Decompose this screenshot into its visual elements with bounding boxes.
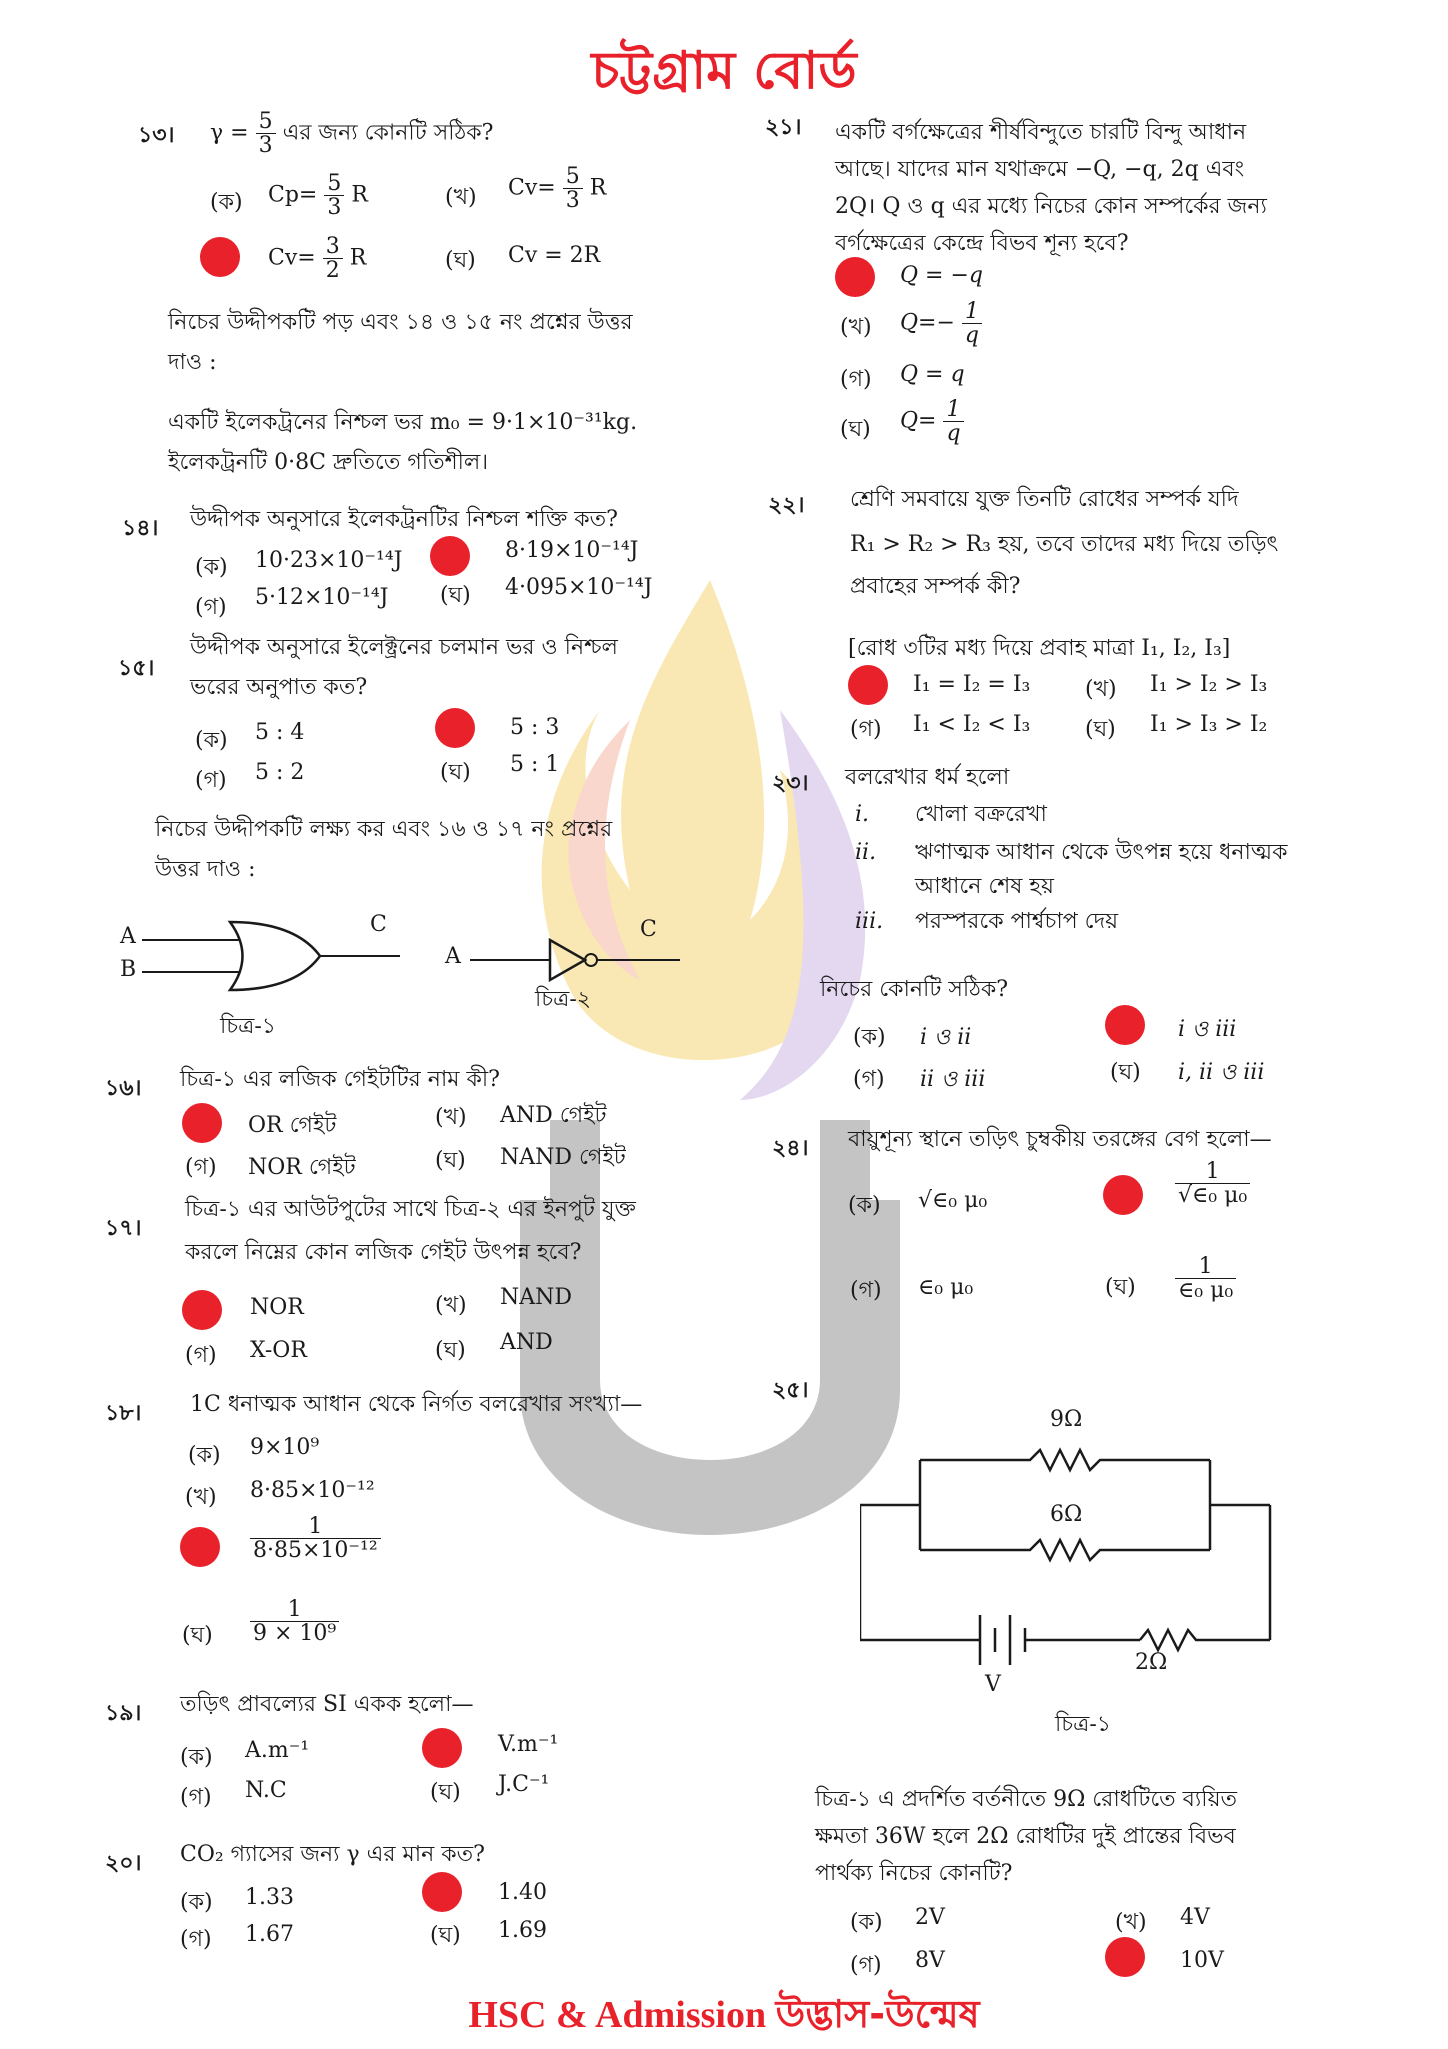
- q17-option-b-label: (খ): [435, 1293, 467, 1318]
- q20-number: ২০।: [105, 1850, 142, 1876]
- q18-option-b-label: (খ): [185, 1485, 217, 1510]
- footer-brand-name: উদ্ভাস-উন্মেষ: [775, 1992, 980, 2036]
- circuit-resistor-6-label: 6Ω: [1050, 1502, 1083, 1527]
- q18-option-d[interactable]: $\frac{1}{\text{9 × 10⁹}}$: [250, 1598, 339, 1645]
- q19-answer-marker: [422, 1728, 462, 1768]
- q13-option-d[interactable]: Cv = 2R: [508, 243, 601, 268]
- q14-option-d[interactable]: 4·095×10⁻¹⁴J: [505, 575, 653, 600]
- q23-option-c[interactable]: ii ও iii: [920, 1067, 986, 1092]
- q18-number: ১৮।: [105, 1400, 142, 1426]
- q18-answer-marker: [180, 1527, 220, 1567]
- q21-number: ২১।: [765, 114, 802, 140]
- q21-line3: 2Q। Q ও q এর মধ্যে নিচের কোন সম্পর্কের জন্য: [835, 194, 1267, 219]
- q14-option-c[interactable]: 5·12×10⁻¹⁴J: [255, 585, 389, 610]
- q16-option-c[interactable]: NOR গেইট: [248, 1155, 356, 1180]
- q16-answer-marker: [182, 1103, 222, 1143]
- q13-number: ১৩।: [138, 122, 175, 148]
- q19-option-a-label: (ক): [180, 1745, 213, 1770]
- q16-option-b-label: (খ): [435, 1105, 467, 1130]
- q25-line1: চিত্র-১ এ প্রদর্শিত বর্তনীতে 9Ω রোধটিতে ব্যয়িত: [815, 1787, 1238, 1812]
- stimulus1-line4: ইলেকট্রনটি 0·8C দ্রুতিতে গতিশীল।: [168, 450, 489, 475]
- q14-answer-marker: [430, 536, 470, 576]
- q15-answer-marker: [435, 708, 475, 748]
- q19-option-c-label: (গ): [180, 1785, 212, 1810]
- q23-item-ii: ঋণাত্মক আধান থেকে উৎপন্ন হয়ে ধনাত্মক: [915, 840, 1288, 865]
- q19-option-a[interactable]: A.m⁻¹: [245, 1738, 310, 1763]
- q25-option-a[interactable]: 2V: [915, 1905, 945, 1930]
- q25-option-d[interactable]: 10V: [1180, 1948, 1224, 1973]
- q16-option-b[interactable]: AND গেইট: [500, 1103, 607, 1128]
- q23-item-i: খোলা বক্ররেখা: [915, 802, 1047, 827]
- q17-line1: চিত্র-১ এর আউটপুটের সাথে চিত্র-২ এর ইনপুট যুক্ত: [185, 1197, 636, 1222]
- q13-option-d-label: (ঘ): [445, 248, 476, 273]
- q16-option-d[interactable]: NAND গেইট: [500, 1145, 626, 1170]
- q22-option-d[interactable]: I₁ > I₃ > I₂: [1150, 712, 1268, 737]
- q18-option-d-label: (ঘ): [182, 1623, 213, 1648]
- q24-option-d-label: (ঘ): [1105, 1275, 1136, 1300]
- q24-answer-marker: [1103, 1175, 1143, 1215]
- circuit-voltage-label: V: [985, 1672, 1001, 1697]
- circuit-resistor-2-label: 2Ω: [1135, 1650, 1168, 1675]
- q18-stem: 1C ধনাত্মক আধান থেকে নির্গত বলরেখার সংখ্যা—: [190, 1392, 643, 1417]
- q13-answer-marker: [200, 237, 240, 277]
- q24-option-a-label: (ক): [848, 1193, 881, 1218]
- or-gate-icon: [230, 922, 320, 990]
- q25-option-c-label: (গ): [850, 1953, 882, 1978]
- q22-answer-marker: [848, 665, 888, 705]
- q15-option-a-label: (ক): [195, 728, 228, 753]
- stimulus1-line2: দাও :: [168, 350, 217, 375]
- q16-option-a[interactable]: OR গেইট: [248, 1113, 337, 1138]
- q19-stem: তড়িৎ প্রাবল্যের SI একক হলো—: [180, 1692, 474, 1717]
- q18-option-a[interactable]: 9×10⁹: [250, 1435, 320, 1460]
- q17-option-d[interactable]: AND: [500, 1330, 553, 1355]
- q20-option-b[interactable]: 1.40: [498, 1880, 547, 1905]
- q13-option-b[interactable]: Cv= $\frac{5}{3}$ R: [508, 164, 607, 214]
- q18-option-b[interactable]: 8·85×10⁻¹²: [250, 1478, 375, 1503]
- q21-option-a[interactable]: Q = −q: [900, 263, 983, 288]
- q24-option-c-label: (গ): [850, 1278, 882, 1303]
- q20-option-c-label: (গ): [180, 1927, 212, 1952]
- q15-option-d-label: (ঘ): [440, 760, 471, 785]
- q17-option-d-label: (ঘ): [435, 1338, 466, 1363]
- q23-option-c-label: (গ): [853, 1067, 885, 1092]
- q13-option-a[interactable]: Cp= $\frac{5}{3}$ R: [268, 171, 368, 221]
- q25-option-b-label: (খ): [1115, 1910, 1147, 1935]
- footer-brand: [0, 1985, 1448, 2049]
- q20-option-c[interactable]: 1.67: [245, 1922, 294, 1947]
- q22-option-c[interactable]: I₁ < I₂ < I₃: [913, 712, 1031, 737]
- q19-number: ১৯।: [105, 1700, 142, 1726]
- q23-item-i-label: i.: [855, 802, 870, 827]
- q14-stem: উদ্দীপক অনুসারে ইলেকট্রনটির নিশ্চল শক্তি কত?: [190, 507, 618, 532]
- q22-line2: R₁ > R₂ > R₃ হয়, তবে তাদের মধ্য দিয়ে তড়িৎ: [850, 532, 1279, 557]
- q25-answer-marker: [1105, 1937, 1145, 1977]
- q21-option-c[interactable]: Q = q: [900, 362, 965, 387]
- q24-number: ২৪।: [772, 1135, 809, 1161]
- q14-option-b[interactable]: 8·19×10⁻¹⁴J: [505, 538, 639, 563]
- q24-option-c[interactable]: ∈₀ μ₀: [918, 1275, 974, 1300]
- q15-number: ১৫।: [118, 655, 155, 681]
- circuit-diagram: [860, 1400, 1340, 1700]
- q18-option-a-label: (ক): [188, 1443, 221, 1468]
- q22-line1: শ্রেণি সমবায়ে যুক্ত তিনটি রোধের সম্পর্ক যদি: [850, 487, 1239, 512]
- q21-option-b[interactable]: Q=− $\frac{1}{q}$: [900, 300, 982, 347]
- q17-answer-marker: [182, 1290, 222, 1330]
- q20-stem: CO₂ গ্যাসের জন্য γ এর মান কত?: [180, 1842, 485, 1867]
- q21-option-b-label: (খ): [840, 315, 872, 340]
- q19-option-b[interactable]: V.m⁻¹: [498, 1732, 559, 1757]
- q14-option-a[interactable]: 10·23×10⁻¹⁴J: [255, 548, 403, 573]
- logic-gate-figure: [100, 900, 700, 1050]
- q22-option-c-label: (গ): [850, 717, 882, 742]
- page-title: চট্টগ্রাম বোর্ড: [591, 41, 857, 101]
- q16-option-c-label: (গ): [185, 1155, 217, 1180]
- stimulus1-line1: নিচের উদ্দীপকটি পড় এবং ১৪ ও ১৫ নং প্রশ্নের উত্তর: [168, 310, 633, 335]
- q21-option-d-label: (ঘ): [840, 417, 871, 442]
- q22-line4: [রোধ ৩টির মধ্য দিয়ে প্রবাহ মাত্রা I₁, I₂, I₃]: [848, 636, 1231, 661]
- q15-option-b[interactable]: 5 : 3: [510, 715, 560, 740]
- q20-option-a-label: (ক): [180, 1890, 213, 1915]
- q21-line2: আছে। যাদের মান যথাক্রমে −Q, −q, 2q এবং: [835, 157, 1245, 182]
- q19-option-d[interactable]: J.C⁻¹: [498, 1772, 550, 1797]
- q23-question: নিচের কোনটি সঠিক?: [820, 977, 1009, 1002]
- figure2-caption: চিত্র-২: [535, 987, 592, 1012]
- q15-option-a[interactable]: 5 : 4: [255, 720, 305, 745]
- q20-option-a[interactable]: 1.33: [245, 1885, 294, 1910]
- q22-line3: প্রবাহের সম্পর্ক কী?: [850, 574, 1021, 599]
- q25-option-c[interactable]: 8V: [915, 1948, 945, 1973]
- q17-option-c[interactable]: X-OR: [250, 1338, 307, 1363]
- q14-option-c-label: (গ): [195, 595, 227, 620]
- q23-stem: বলরেখার ধর্ম হলো: [845, 765, 1010, 790]
- q14-option-d-label: (ঘ): [440, 583, 471, 608]
- q14-number: ১৪।: [122, 515, 159, 541]
- gate1-output-c: C: [370, 912, 387, 937]
- q23-answer-marker: [1105, 1005, 1145, 1045]
- q25-option-b[interactable]: 4V: [1180, 1905, 1210, 1930]
- gate2-output-c: C: [640, 917, 657, 942]
- q15-option-c-label: (গ): [195, 768, 227, 793]
- q23-item-ii-label: ii.: [855, 840, 877, 865]
- q21-line4: বর্গক্ষেত্রের কেন্দ্রে বিভব শূন্য হবে?: [835, 231, 1129, 256]
- footer-brand-prefix: HSC & Admission: [468, 1994, 776, 2036]
- q23-item-iii-label: iii.: [855, 909, 884, 934]
- q23-option-d[interactable]: i, ii ও iii: [1178, 1060, 1265, 1085]
- gate1-input-a: A: [120, 924, 136, 949]
- q19-option-d-label: (ঘ): [430, 1780, 461, 1805]
- q21-answer-marker: [835, 257, 875, 297]
- q13-option-b-label: (খ): [445, 185, 477, 210]
- q16-option-d-label: (ঘ): [435, 1148, 466, 1173]
- q25-option-a-label: (ক): [850, 1910, 883, 1935]
- q20-option-d[interactable]: 1.69: [498, 1918, 547, 1943]
- figure1-caption: চিত্র-১: [220, 1014, 277, 1039]
- q16-number: ১৬।: [105, 1075, 142, 1101]
- q24-option-b[interactable]: $\frac{1}{\text{√∈₀ μ₀}}$: [1175, 1160, 1250, 1207]
- not-gate-icon: [550, 940, 585, 980]
- q15-line2: ভরের অনুপাত কত?: [190, 675, 368, 700]
- q23-option-b[interactable]: i ও iii: [1178, 1017, 1237, 1042]
- q15-option-d[interactable]: 5 : 1: [510, 752, 560, 777]
- q23-item-iii: পরস্পরকে পার্শ্বচাপ দেয়: [915, 909, 1119, 934]
- q19-option-c[interactable]: N.C: [245, 1778, 287, 1803]
- q22-option-d-label: (ঘ): [1085, 717, 1116, 742]
- q24-stem: বায়ুশূন্য স্থানে তড়িৎ চুম্বকীয় তরঙ্গের বেগ হলো—: [848, 1127, 1272, 1152]
- q23-item-ii-cont: আধানে শেষ হয়: [915, 874, 1054, 899]
- q23-option-a[interactable]: i ও ii: [920, 1025, 972, 1050]
- stimulus2-line2: উত্তর দাও :: [155, 857, 256, 882]
- q24-option-d[interactable]: $\frac{1}{\text{∈₀ μ₀}}$: [1175, 1255, 1236, 1302]
- q21-option-d[interactable]: Q= $\frac{1}{q}$: [900, 398, 964, 445]
- stimulus1-line3: একটি ইলেকট্রনের নিশ্চল ভর m₀ = 9·1×10⁻³¹kg.: [168, 410, 638, 435]
- circuit-caption: চিত্র-১: [1055, 1712, 1112, 1737]
- q20-option-d-label: (ঘ): [430, 1923, 461, 1948]
- q13-option-a-label: (ক): [210, 190, 243, 215]
- q23-number: ২৩।: [772, 770, 809, 796]
- q23-option-d-label: (ঘ): [1110, 1060, 1141, 1085]
- q17-option-b[interactable]: NAND: [500, 1285, 573, 1310]
- q25-line3: পার্থক্য নিচের কোনটি?: [815, 1861, 1013, 1886]
- q22-option-a[interactable]: I₁ = I₂ = I₃: [913, 672, 1031, 697]
- q14-option-a-label: (ক): [195, 555, 228, 580]
- q16-stem: চিত্র-১ এর লজিক গেইটটির নাম কী?: [180, 1067, 500, 1092]
- q15-line1: উদ্দীপক অনুসারে ইলেক্ট্রনের চলমান ভর ও নিশ্চল: [190, 635, 618, 660]
- q25-number: ২৫।: [772, 1377, 809, 1403]
- q17-option-a[interactable]: NOR: [250, 1295, 304, 1320]
- q13-option-c[interactable]: Cv= $\frac{3}{2}$ R: [268, 234, 367, 284]
- q13-stem: γ = $\frac{5}{3}$ এর জন্য কোনটি সঠিক?: [210, 109, 494, 159]
- q22-option-b-label: (খ): [1085, 677, 1117, 702]
- q24-option-a[interactable]: √∈₀ μ₀: [918, 1188, 988, 1213]
- q20-answer-marker: [422, 1872, 462, 1912]
- stimulus2-line1: নিচের উদ্দীপকটি লক্ষ্য কর এবং ১৬ ও ১৭ নং প্রশ্নের: [155, 817, 613, 842]
- q17-line2: করলে নিম্নের কোন লজিক গেইট উৎপন্ন হবে?: [185, 1240, 582, 1265]
- q18-option-c[interactable]: $\frac{1}{\text{8·85×10⁻¹²}}$: [250, 1515, 381, 1562]
- q17-number: ১৭।: [105, 1215, 142, 1241]
- q25-line2: ক্ষমতা 36W হলে 2Ω রোধটির দুই প্রান্তের বিভব: [815, 1824, 1236, 1849]
- q22-number: ২২।: [768, 492, 805, 518]
- gate1-input-b: B: [120, 957, 137, 982]
- q15-option-c[interactable]: 5 : 2: [255, 760, 305, 785]
- q21-line1: একটি বর্গক্ষেত্রের শীর্ষবিন্দুতে চারটি বিন্দু আধান: [835, 120, 1247, 145]
- q23-option-a-label: (ক): [853, 1025, 886, 1050]
- q21-option-c-label: (গ): [840, 367, 872, 392]
- q17-option-c-label: (গ): [185, 1343, 217, 1368]
- circuit-resistor-9-label: 9Ω: [1050, 1407, 1083, 1432]
- gate2-input-a: A: [445, 944, 461, 969]
- q22-option-b[interactable]: I₁ > I₂ > I₃: [1150, 672, 1268, 697]
